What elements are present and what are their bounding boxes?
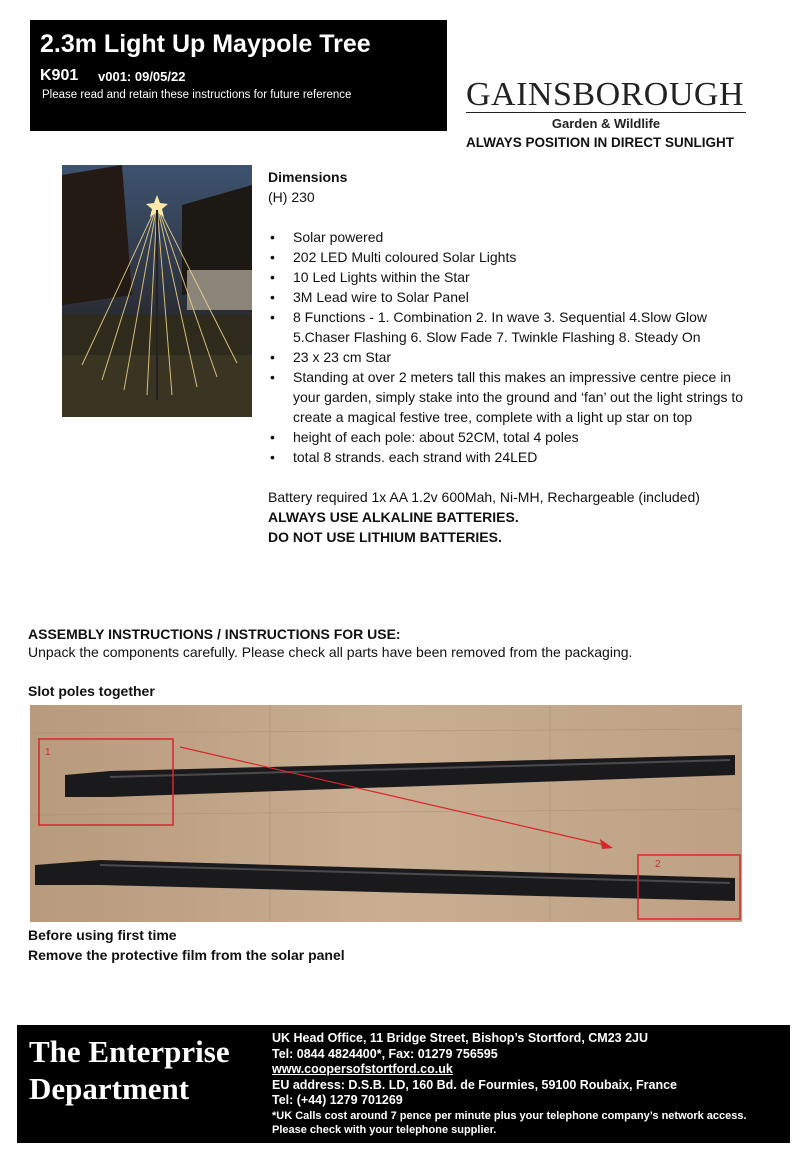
marker-label-2: 2 [655, 859, 661, 870]
maypole-tree-image [62, 165, 252, 417]
phone-fax: Tel: 0844 4824400*, Fax: 01279 756595 [272, 1046, 498, 1061]
list-item: • Solar powered [268, 227, 748, 247]
product-code: K901 [40, 67, 79, 84]
product-photo [62, 165, 252, 417]
brand-tagline: Garden & Wildlife [551, 116, 661, 131]
before-use-title: Before using first time [28, 927, 177, 943]
list-item: • 23 x 23 cm Star [268, 347, 748, 367]
poles-photo [30, 705, 742, 922]
header-banner [30, 20, 447, 131]
marker-label-1: 1 [45, 747, 51, 758]
specifications [268, 167, 748, 547]
call-cost-note-2: Please check with your telephone supplier. [272, 1123, 497, 1136]
brand-logo [466, 78, 746, 131]
version-label: v001: 09/05/22 [98, 69, 186, 84]
list-item: • 10 Led Lights within the Star [268, 267, 748, 287]
list-item: • height of each pole: about 52CM, total 4 poles [268, 427, 748, 447]
footer [17, 1025, 790, 1143]
contact-info [272, 1031, 787, 1137]
assembly-title: ASSEMBLY INSTRUCTIONS / INSTRUCTIONS FOR USE: [28, 626, 401, 642]
eu-address: EU address: D.S.B. LD, 160 Bd. de Fourmies, 59100 Roubaix, France [272, 1077, 677, 1092]
brand-name: GAINSBOROUGH [466, 76, 745, 113]
poles-image [30, 705, 742, 922]
before-use-text: Remove the protective film from the solar panel [28, 947, 345, 963]
before-use-section [28, 925, 345, 965]
eu-phone: Tel: (+44) 1279 701269 [272, 1093, 403, 1107]
dimensions-title: Dimensions [268, 169, 348, 185]
feature-list [268, 227, 748, 467]
head-office-address: UK Head Office, 11 Bridge Street, Bishop’s Stortford, CM23 2JU [272, 1031, 649, 1045]
department-name: The Enterprise Department [29, 1034, 230, 1106]
battery-note: Battery required 1x AA 1.2v 600Mah, Ni-MH, Rechargeable (included) [268, 489, 700, 505]
step-title: Slot poles together [28, 683, 155, 699]
call-cost-note: *UK Calls cost around 7 pence per minute plus your telephone company’s network access. [272, 1109, 747, 1122]
assembly-section [28, 625, 788, 661]
list-item: • 3M Lead wire to Solar Panel [268, 287, 748, 307]
product-title: 2.3m Light Up Maypole Tree [40, 30, 371, 58]
sunlight-note: ALWAYS POSITION IN DIRECT SUNLIGHT [466, 135, 735, 150]
list-item: • 202 LED Multi coloured Solar Lights [268, 247, 748, 267]
dimensions-value: (H) 230 [268, 189, 315, 205]
website-link[interactable]: www.coopersofstortford.co.uk [272, 1062, 453, 1076]
battery-warning-lithium: DO NOT USE LITHIUM BATTERIES. [268, 529, 502, 545]
assembly-intro: Unpack the components carefully. Please check all parts have been removed from the packaging. [28, 644, 633, 660]
battery-warning-alkaline: ALWAYS USE ALKALINE BATTERIES. [268, 509, 519, 525]
list-item: • total 8 strands. each strand with 24LED [268, 447, 748, 467]
retain-note: Please read and retain these instructions for future reference [42, 89, 352, 101]
list-item: • Standing at over 2 meters tall this makes an impressive centre piece in your garden, simply stake into the ground and ‘fan’ out the light strings to create a magical festive tree, complete with a light up star on top [268, 367, 748, 427]
list-item: • 8 Functions - 1. Combination 2. In wave 3. Sequential 4.Slow Glow 5.Chaser Flashing 6. Slow Fade 7. Twinkle Flashing 8. Steady On [268, 307, 748, 347]
